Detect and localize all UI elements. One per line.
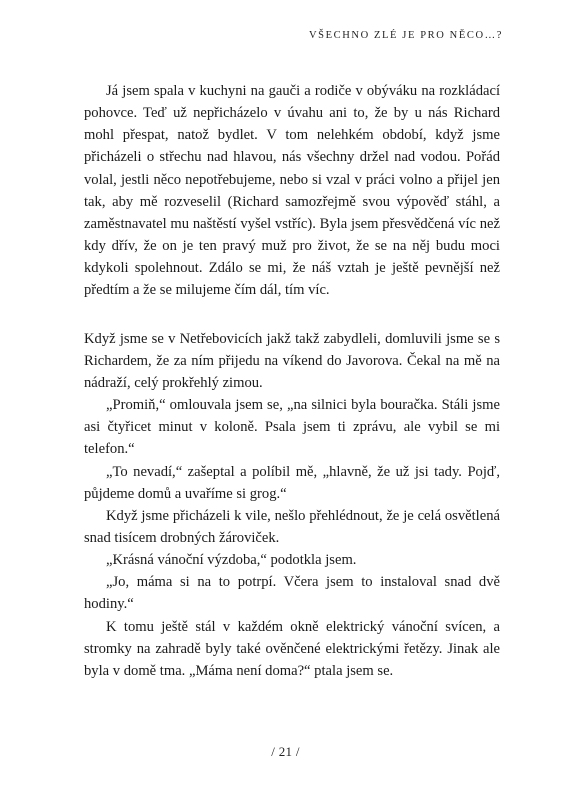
paragraph: „Promiň,“ omlouvala jsem se, „na silnici byla bouračka. Stáli jsme asi čtyřicet minut v koloně. Psala jsem ti zprávu, ale vybil se mi telefon.“: [84, 397, 500, 458]
paragraph: Když jsme přicházeli k vile, nešlo přehlédnout, že je celá osvětlená snad tisícem drobných žároviček.: [84, 507, 500, 546]
paragraph: „Jo, máma si na to potrpí. Včera jsem to instaloval snad dvě hodiny.“: [84, 574, 500, 613]
paragraph: „To nevadí,“ zašeptal a políbil mě, „hlavně, že už jsi tady. Pojď, půjdeme domů a uvaříme si grog.“: [84, 463, 500, 502]
page-number: / 21 /: [271, 744, 300, 759]
body-text: [84, 80, 500, 682]
running-head: VŠECHNO ZLÉ JE PRO NĚCO…?: [309, 30, 503, 41]
paragraph: K tomu ještě stál v každém okně elektrický vánoční svícen, a stromky na zahradě byly také ověnčené elektrickými řetězy. Jinak ale byla v domě tma. „Máma není doma?“ ptala jsem se.: [84, 618, 500, 679]
paragraph: Když jsme se v Netřebovicích jakž takž zabydleli, domluvili jsme se s Richardem, že za ním přijedu na víkend do Javorova. Čekal na mě na nádraží, celý prokřehlý zimou.: [84, 330, 500, 391]
paragraph: Já jsem spala v kuchyni na gauči a rodiče v obýváku na rozkládací pohovce. Teď už nepřicházelo v úvahu ani to, že by u nás Richard mohl přespat, natož bydlet. V tom nelehkém období, když jsme přicházeli o střechu nad hlavou, nás všechny držel nad vodou. Pořád volal, jestli něco nepotřebujeme, nebo si vzal v práci volno a přijel jen tak, aby mě rozveselil (Richard samozřejmě svou výpověď stáhl, a zaměstnavatel mu naštěstí vyšel vstříc). Byla jsem přesvědčená víc než kdy dřív, že on je ten pravý muž pro život, že se na něj budu moci kdykoli spolehnout. Zdálo se mi, že náš vztah je ještě pevnější než předtím a že se milujeme čím dál, tím víc.: [84, 83, 500, 299]
paragraph: „Krásná vánoční výzdoba,“ podotkla jsem.: [106, 552, 357, 569]
